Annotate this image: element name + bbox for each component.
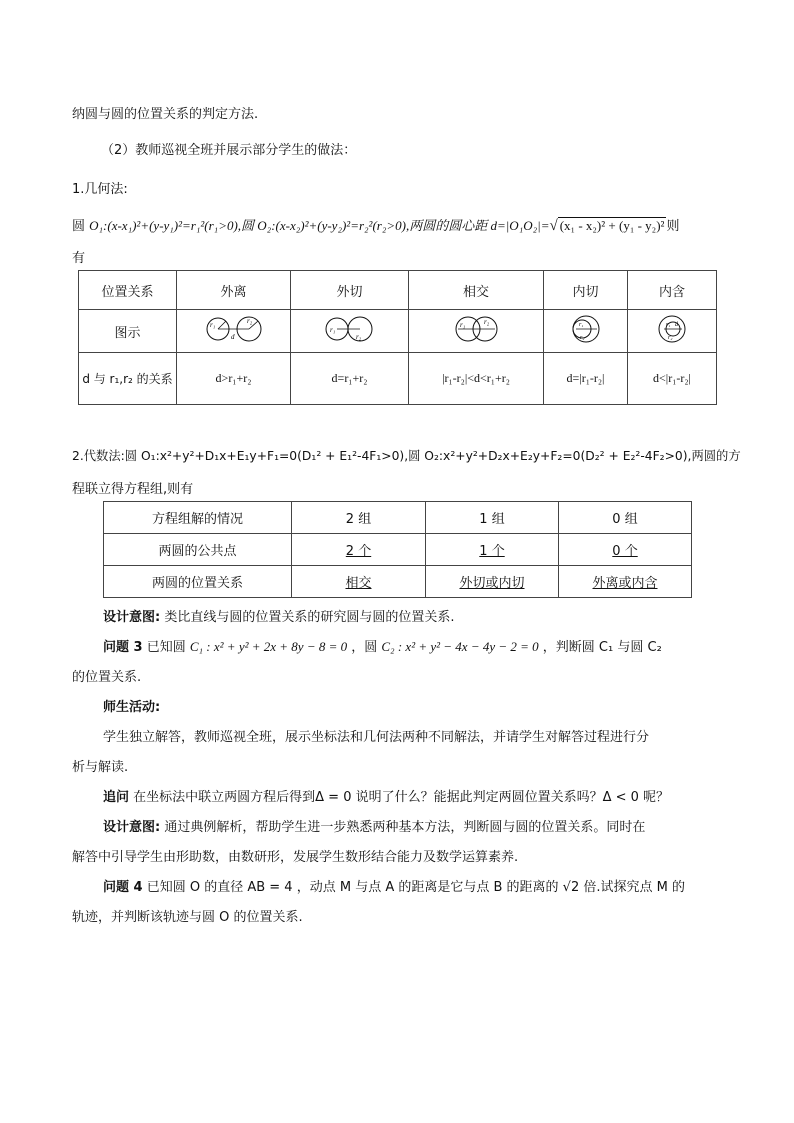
question-3-line2: 的位置关系. (72, 670, 142, 685)
figure-external-tangent (291, 310, 409, 353)
alg-cell: 2 组 (292, 502, 426, 534)
fig-label: d (230, 333, 234, 341)
header-cell: 位置关系 (79, 271, 177, 310)
circles-external-tangent-figure (320, 312, 380, 346)
followup-text: 在坐标法中联立两圆方程后得到Δ = 0 说明了什么？能据此判定两圆位置关系吗？Δ < 0 呢？ (129, 790, 670, 805)
fig-label: r₁ (329, 326, 335, 334)
design-label: 设计意图: (103, 820, 161, 835)
question-3 (103, 636, 662, 655)
alg-cell: 两圆的位置关系 (104, 566, 292, 598)
design-intent-2 (103, 816, 645, 835)
geo-formula-circle2: O₂:(x-x₂)²+(y-y₂)²=r₂²(r₂>0),两圆的圆心距 (257, 218, 491, 233)
followup-question (103, 786, 669, 805)
geo-formula-circle1: O₁:(x-x₁)²+(y-y₁)²=r₁²(r₁>0),圆 (89, 218, 258, 233)
figure-external-separation (177, 310, 291, 353)
intro-line: 纳圆与圆的位置关系的判定方法. (72, 107, 259, 122)
geo-method-title: 1.几何法: (72, 182, 128, 197)
relation-header-row (79, 271, 717, 310)
fig-label: r₂ (484, 318, 490, 326)
algebra-table (103, 501, 692, 598)
relation-condition-row (79, 353, 717, 405)
relation-cell: d=|r₁-r₂| (544, 353, 628, 405)
relation-row-label: d 与 r₁,r₂ 的关系 (79, 353, 177, 405)
q3-tail: ，判断圆 C₁ 与圆 C₂ (538, 640, 662, 655)
design-text: 通过典例解析，帮助学生进一步熟悉两种基本方法，判断圆与圆的位置关系。同时在 (160, 820, 646, 835)
activity-text-line2: 析与解读. (72, 760, 129, 775)
design-intent-1 (103, 606, 454, 625)
alg-cell: 0 个 (559, 534, 692, 566)
figure-row-label: 图示 (79, 310, 177, 353)
header-cell: 相交 (409, 271, 544, 310)
alg-method-line2: 程联立得方程组,则有 (72, 482, 194, 497)
geo-formula-suffix: 则 (666, 219, 680, 234)
fig-label: r₁ (578, 322, 583, 328)
activity-text-line1: 学生独立解答，教师巡视全班，展示坐标法和几何法两种不同解法，并请学生对解答过程进行分 (103, 730, 650, 745)
alg-row-common-points (104, 534, 692, 566)
question-4 (103, 876, 685, 895)
fig-label: r₂ (579, 335, 584, 341)
relation-cell: |r₁-r₂|<d<r₁+r₂ (409, 353, 544, 405)
alg-row-solutions (104, 502, 692, 534)
circles-internal-tangent-figure (566, 312, 606, 346)
alg-cell: 2 个 (292, 534, 426, 566)
relation-table (78, 270, 717, 405)
q3-c2: C₂ (381, 639, 395, 654)
question-label: 问题 4 (103, 880, 143, 895)
alg-cell: 两圆的公共点 (104, 534, 292, 566)
design-label: 设计意图: (103, 610, 161, 625)
circles-separate-figure (204, 312, 264, 346)
fig-label: r₁ (209, 321, 215, 329)
sqrt-sign: √ (549, 218, 558, 234)
q3-mid: ，圆 (347, 640, 382, 655)
relation-cell: d>r₁+r₂ (177, 353, 291, 405)
fig-label: r₂ (668, 335, 673, 341)
design-intent-2-line2: 解答中引导学生由形助数，由数研形，发展学生数形结合能力及数学运算素养. (72, 850, 519, 865)
header-cell: 内切 (544, 271, 628, 310)
figure-containment (628, 310, 717, 353)
followup-label: 追问 (103, 790, 130, 805)
alg-cell: 0 组 (559, 502, 692, 534)
geo-formula-line2: 有 (72, 251, 86, 266)
activity-label (103, 696, 160, 715)
header-cell: 外离 (177, 271, 291, 310)
geo-formula-prefix: 圆 (72, 219, 90, 234)
alg-cell: 1 个 (426, 534, 559, 566)
design-text: 类比直线与圆的位置关系的研究圆与圆的位置关系. (160, 610, 455, 625)
alg-cell: 方程组解的情况 (104, 502, 292, 534)
question-4-line2: 轨迹，并判断该轨迹与圆 O 的位置关系. (72, 910, 303, 925)
figure-intersecting (409, 310, 544, 353)
alg-method-line1: 2.代数法:圆 O₁:x²+y²+D₁x+E₁y+F₁=0(D₁² + E₁²-4F₁>0),圆 O₂:x²+y²+D₂x+E₂y+F₂=0(D₂² + E₂²-4F₂>0),两圆的方 (72, 449, 741, 463)
geo-formula (72, 215, 679, 235)
relation-figure-row (79, 310, 717, 353)
q3-eq1: : x² + y² + 2x + 8y − 8 = 0 (203, 639, 348, 654)
q3-eq2: : x² + y² − 4x − 4y − 2 = 0 (394, 639, 539, 654)
relation-cell: d=r₁+r₂ (291, 353, 409, 405)
geo-formula-sqrt: (x₁ - x₂)² + (y₁ - y₂)² (559, 218, 665, 233)
fig-label: r₁ (666, 322, 671, 328)
circles-contained-figure (652, 312, 692, 346)
fig-label: d (675, 322, 678, 328)
circles-intersecting-figure (446, 312, 506, 346)
fig-label: r₁ (460, 321, 466, 329)
figure-internal-tangent (544, 310, 628, 353)
activity-label-text: 师生活动: (103, 700, 161, 715)
fig-label: r₂ (246, 317, 252, 325)
header-cell: 外切 (291, 271, 409, 310)
q3-c1: C₁ (189, 639, 204, 654)
header-cell: 内含 (628, 271, 717, 310)
step2-line: （2）教师巡视全班并展示部分学生的做法： (101, 143, 357, 158)
geo-formula-distance: d=|O₁O₂|= (490, 218, 550, 233)
alg-cell: 外切或内切 (426, 566, 559, 598)
fig-label: r₂ (355, 333, 361, 341)
q3-text: 已知圆 (142, 640, 190, 655)
alg-row-relation (104, 566, 692, 598)
question-label: 问题 3 (103, 640, 143, 655)
q4-text: 已知圆 O 的直径 AB = 4 ，动点 M 与点 A 的距离是它与点 B 的距离的 √2 倍.试探究点 M 的 (142, 880, 685, 895)
alg-cell: 相交 (292, 566, 426, 598)
alg-cell: 外离或内含 (559, 566, 692, 598)
relation-cell: d<|r₁-r₂| (628, 353, 717, 405)
alg-cell: 1 组 (426, 502, 559, 534)
